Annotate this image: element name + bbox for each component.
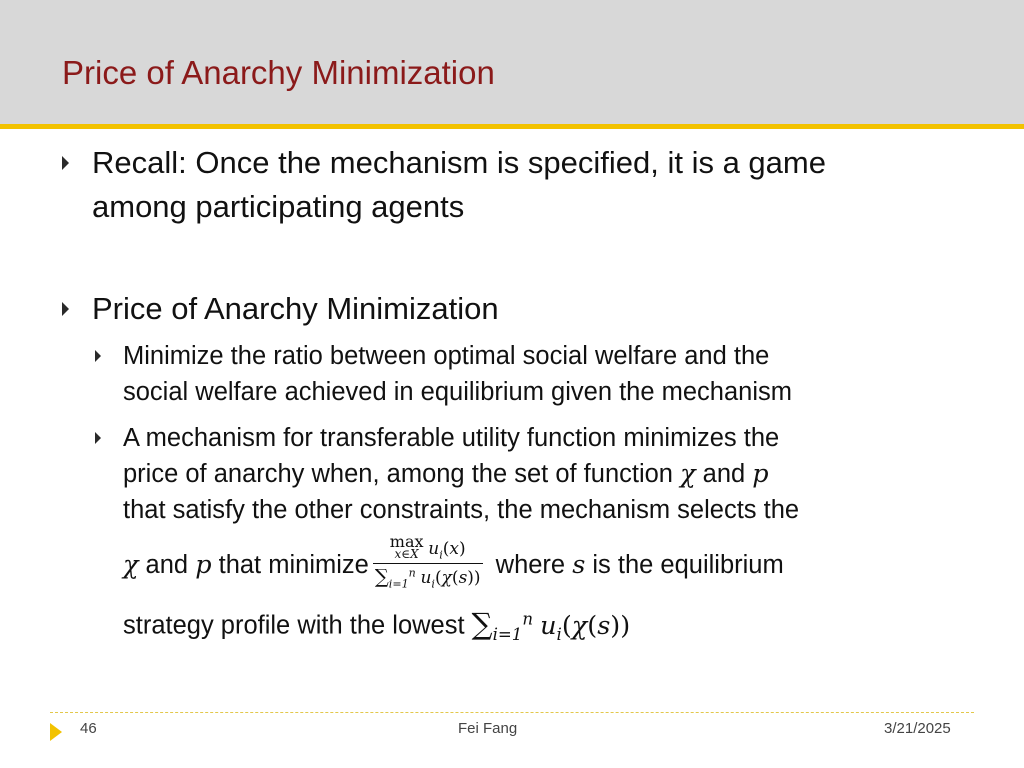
- sub-bullet-mechanism-line5: [123, 600, 630, 653]
- sub-bullet-arrow-icon: [95, 432, 101, 444]
- sub-bullet-mechanism-line3: that satisfy the other constraints, the mechanism selects the: [123, 496, 800, 524]
- sub-bullet-arrow-icon: [95, 350, 101, 362]
- max-operator: max x∈X: [389, 531, 424, 562]
- text-segment: that minimize: [218, 551, 369, 579]
- sub-bullet-ratio-line1: Minimize the ratio between optimal social welfare and the: [123, 342, 770, 370]
- bullet-arrow-icon: [62, 156, 69, 170]
- math-chi: χ: [680, 459, 696, 489]
- footer-arrow-icon: [50, 723, 62, 741]
- sub-bullet-ratio-line2: social welfare achieved in equilibrium given the mechanism: [123, 378, 793, 406]
- text-segment: price of anarchy when, among the set of function: [123, 460, 673, 488]
- slide-header: [0, 0, 1024, 124]
- slide-number: 46: [80, 720, 97, 737]
- math-chi: χ: [123, 550, 139, 580]
- text-segment: is the equilibrium: [592, 551, 784, 579]
- lowest-welfare-formula: $\sum_{i=1}^n$ $u_i(\chi(s))$: [471, 606, 631, 644]
- header-accent-rule: [0, 124, 1024, 129]
- sub-bullet-mechanism-line2: [123, 456, 769, 493]
- text-segment: and: [702, 460, 746, 488]
- bullet-poa-heading: Price of Anarchy Minimization: [92, 291, 499, 326]
- math-p: p: [752, 459, 769, 489]
- bullet-recall-line1: Recall: Once the mechanism is specified, it is a game: [92, 145, 826, 180]
- footer-date: 3/21/2025: [884, 720, 951, 737]
- sub-bullet-mechanism-line4: [123, 530, 784, 600]
- text-segment: where: [495, 551, 566, 579]
- slide-title: Price of Anarchy Minimization: [62, 54, 495, 91]
- footer-divider: [50, 712, 974, 713]
- footer-author: Fei Fang: [458, 720, 518, 737]
- formula-denominator: $\sum_{i=1}^n$ $u_i(\chi(s))$: [374, 565, 481, 591]
- math-s: s: [572, 550, 586, 580]
- bullet-recall-line2: among participating agents: [92, 189, 465, 224]
- math-p: p: [195, 550, 212, 580]
- formula-numerator: max x∈X $u_i(x)$: [373, 535, 483, 564]
- text-segment: and: [145, 551, 189, 579]
- poa-ratio-formula: [373, 531, 483, 591]
- sub-bullet-mechanism-line1: A mechanism for transferable utility function minimizes the: [123, 424, 780, 452]
- bullet-arrow-icon: [62, 302, 69, 316]
- text-segment: strategy profile with the lowest: [123, 611, 465, 640]
